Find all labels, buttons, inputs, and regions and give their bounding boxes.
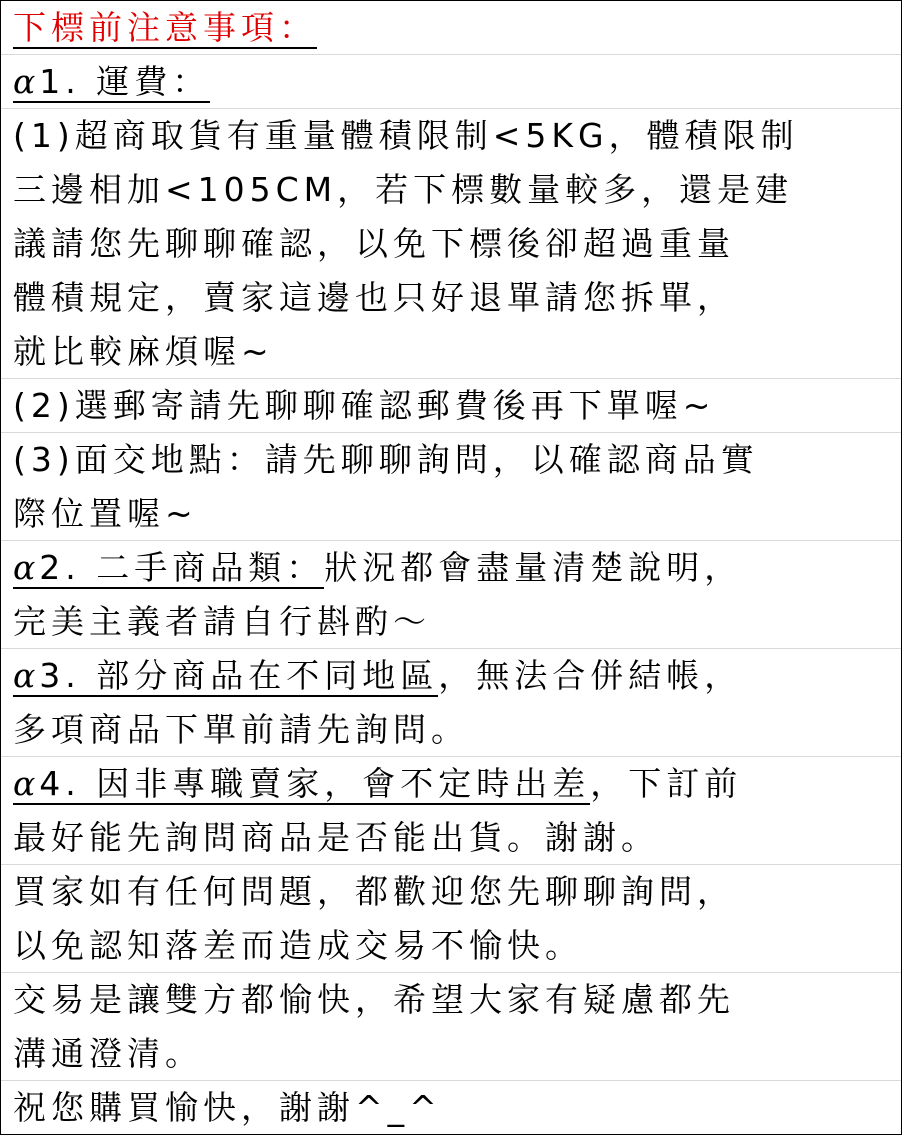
shipping-item-1 bbox=[1, 109, 901, 379]
travel-heading: α 4. 因非專職賣家，會不定時出差 bbox=[13, 764, 591, 803]
second-hand-section bbox=[1, 541, 901, 649]
shipping-heading bbox=[13, 62, 210, 103]
second-hand-heading: α 2. 二手商品類： bbox=[13, 548, 325, 587]
travel-section bbox=[1, 757, 901, 865]
text-line: 交易是讓雙方都愉快，希望大家有疑慮都先 bbox=[13, 980, 735, 1019]
shipping-item-3 bbox=[1, 433, 901, 541]
happy-trade-section bbox=[1, 973, 901, 1081]
location-section bbox=[1, 649, 901, 757]
title-row bbox=[1, 1, 901, 55]
text-line: 最好能先詢問商品是否能出貨。謝謝。 bbox=[13, 818, 659, 857]
location-heading: α 3. 部分商品在不同地區 bbox=[13, 656, 439, 695]
text-line: (3)面交地點：請先聊聊詢問，以確認商品實 bbox=[13, 440, 759, 479]
shipping-heading-label: 1. 運費： bbox=[39, 62, 211, 101]
shipping-header-row bbox=[1, 55, 901, 109]
text-line: (1)超商取貨有重量體積限制<5KG，體積限制 bbox=[13, 116, 799, 155]
text-line: 買家如有任何問題，都歡迎您先聊聊詢問， bbox=[13, 872, 735, 911]
text-line: 際位置喔~ bbox=[13, 494, 198, 533]
text-line: (2)選郵寄請先聊聊確認郵費後再下單喔~ bbox=[13, 386, 716, 425]
text-line: 多項商品下單前請先詢問。 bbox=[13, 710, 469, 749]
alpha-marker: α bbox=[13, 62, 36, 101]
text-line: 完美主義者請自行斟酌～ bbox=[13, 602, 431, 641]
text-line: 就比較麻煩喔~ bbox=[13, 332, 274, 371]
text-line: 溝通澄清。 bbox=[13, 1034, 203, 1073]
closing-line: 祝您購買愉快，謝謝^_^ bbox=[13, 1088, 442, 1127]
page-title: 下標前注意事項： bbox=[13, 8, 317, 47]
text-line: 議請您先聊聊確認，以免下標後卻超過重量 bbox=[13, 224, 735, 263]
text-line: 三邊相加<105CM，若下標數量較多，還是建 bbox=[13, 170, 794, 209]
text-line: 以免認知落差而造成交易不愉快。 bbox=[13, 926, 583, 965]
shipping-item-2 bbox=[1, 379, 901, 433]
questions-section bbox=[1, 865, 901, 973]
text-line-rest: ，無法合併結帳， bbox=[438, 656, 743, 695]
text-line-rest: 狀況都會盡量清楚說明， bbox=[324, 548, 743, 587]
text-line-rest: ，下訂前 bbox=[590, 764, 743, 803]
alpha-marker: α bbox=[13, 548, 36, 587]
text-line: 體積規定，賣家這邊也只好退單請您拆單， bbox=[13, 278, 735, 317]
alpha-marker: α bbox=[13, 656, 36, 695]
alpha-marker: α bbox=[13, 764, 36, 803]
closing-section bbox=[1, 1081, 901, 1134]
